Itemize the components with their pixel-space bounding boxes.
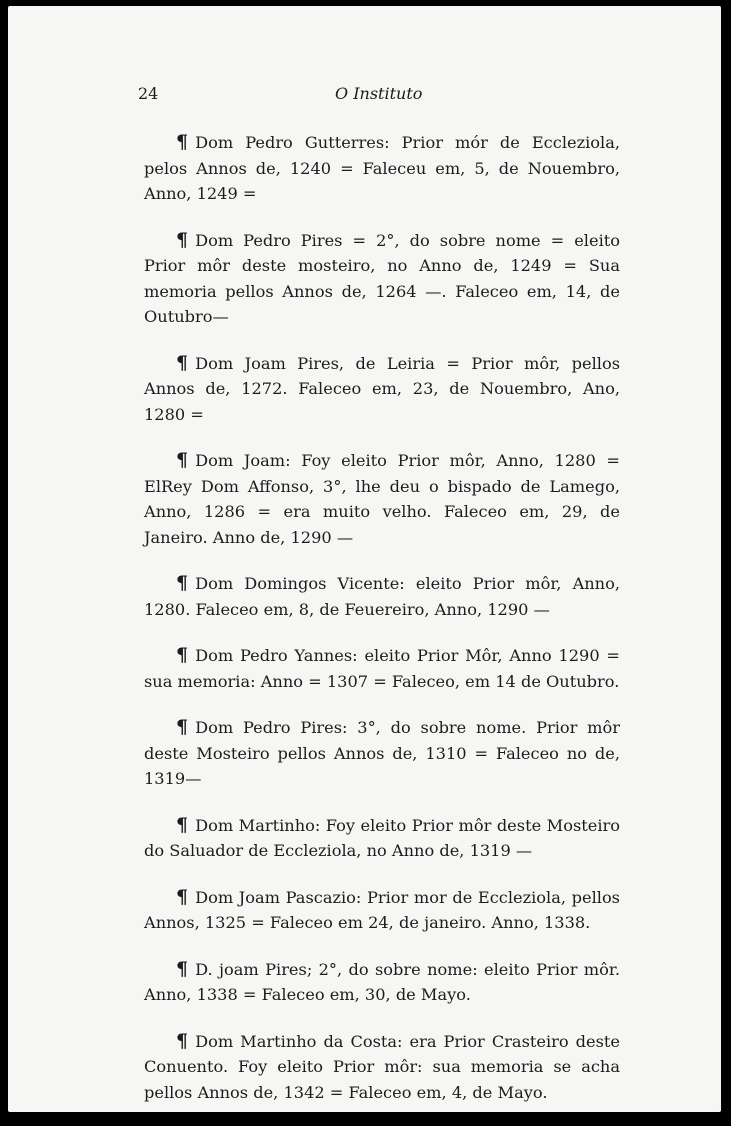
paragraph-mark-icon: ¶ (176, 716, 186, 738)
book-page (8, 6, 721, 1112)
page-number: 24 (138, 84, 159, 103)
paragraph-mark-icon: ¶ (176, 131, 186, 153)
entry-text: Dom Pedro Pires: 3°, do sobre nome. Prior môr deste Mosteiro pellos Annos de, 1310 = Faleceo no de, 1319— (144, 718, 620, 788)
entry-text: Dom Pedro Yannes: eleito Prior Môr, Anno 1290 = sua memoria: Anno = 1307 = Faleceo, em 14 de Outubro. (144, 646, 620, 691)
list-item (144, 643, 620, 694)
list-item (144, 813, 620, 864)
list-item (144, 571, 620, 622)
paragraph-mark-icon: ¶ (176, 957, 186, 980)
entry-text: Dom Joam Pascazio: Prior mor de Eccleziola, pellos Annos, 1325 = Faleceo em 24, de janeiro. Anno, 1338. (144, 887, 620, 932)
paragraph-mark-icon: ¶ (176, 449, 186, 471)
entry-text: Dom Joam Pires, de Leiria = Prior môr, pellos Annos de, 1272. Faleceo em, 23, de Nouembro, Ano, 1280 = (144, 353, 620, 424)
list-item (144, 351, 620, 428)
paragraph-mark-icon: ¶ (176, 1029, 186, 1052)
list-item (144, 130, 620, 207)
list-item (144, 885, 620, 936)
running-title: O Instituto (335, 84, 423, 103)
paragraph-mark-icon: ¶ (176, 813, 186, 836)
page-header (138, 84, 608, 108)
list-item (144, 957, 620, 1008)
list-item (144, 228, 620, 330)
prior-list (144, 130, 620, 1126)
paragraph-mark-icon: ¶ (176, 644, 186, 666)
entry-text: Dom Pedro Pires = 2°, do sobre nome = eleito Prior môr deste mosteiro, no Anno de, 1249 = Sua memoria pellos Annos de, 1264 —. Faleceo em, 14, de Outubro— (144, 230, 620, 326)
paragraph-mark-icon: ¶ (176, 228, 186, 251)
paragraph-mark-icon: ¶ (176, 351, 186, 374)
entry-text: Dom Joam: Foy eleito Prior môr, Anno, 1280 = ElRey Dom Affonso, 3°, lhe deu o bispado de Lamego, Anno, 1286 = era muito velho. Faleceo em, 29, de Janeiro. Anno de, 1290 — (144, 451, 620, 547)
entry-text: Dom Domingos Vicente: eleito Prior môr, Anno, 1280. Faleceo em, 8, de Feuereiro, Anno, 1290 — (144, 574, 620, 619)
entry-text: D. joam Pires; 2°, do sobre nome: eleito Prior môr. Anno, 1338 = Faleceo em, 30, de Mayo. (144, 959, 620, 1004)
list-item (144, 715, 620, 792)
entry-text: Dom Martinho: Foy eleito Prior môr deste Mosteiro do Saluador de Eccleziola, no Anno de, 1319 — (144, 815, 620, 860)
entry-text: Dom Martinho da Costa: era Prior Crasteiro deste Conuento. Foy eleito Prior môr: sua memoria se acha pellos Annos de, 1342 = Faleceo em, 4, de Mayo. (144, 1031, 620, 1102)
list-item (144, 1029, 620, 1106)
paragraph-mark-icon: ¶ (176, 572, 186, 594)
paragraph-mark-icon: ¶ (176, 885, 186, 908)
list-item (144, 448, 620, 550)
entry-text: Dom Pedro Gutterres: Prior mór de Eccleziola, pelos Annos de, 1240 = Faleceu em, 5, de Nouembro, Anno, 1249 = (144, 133, 620, 203)
